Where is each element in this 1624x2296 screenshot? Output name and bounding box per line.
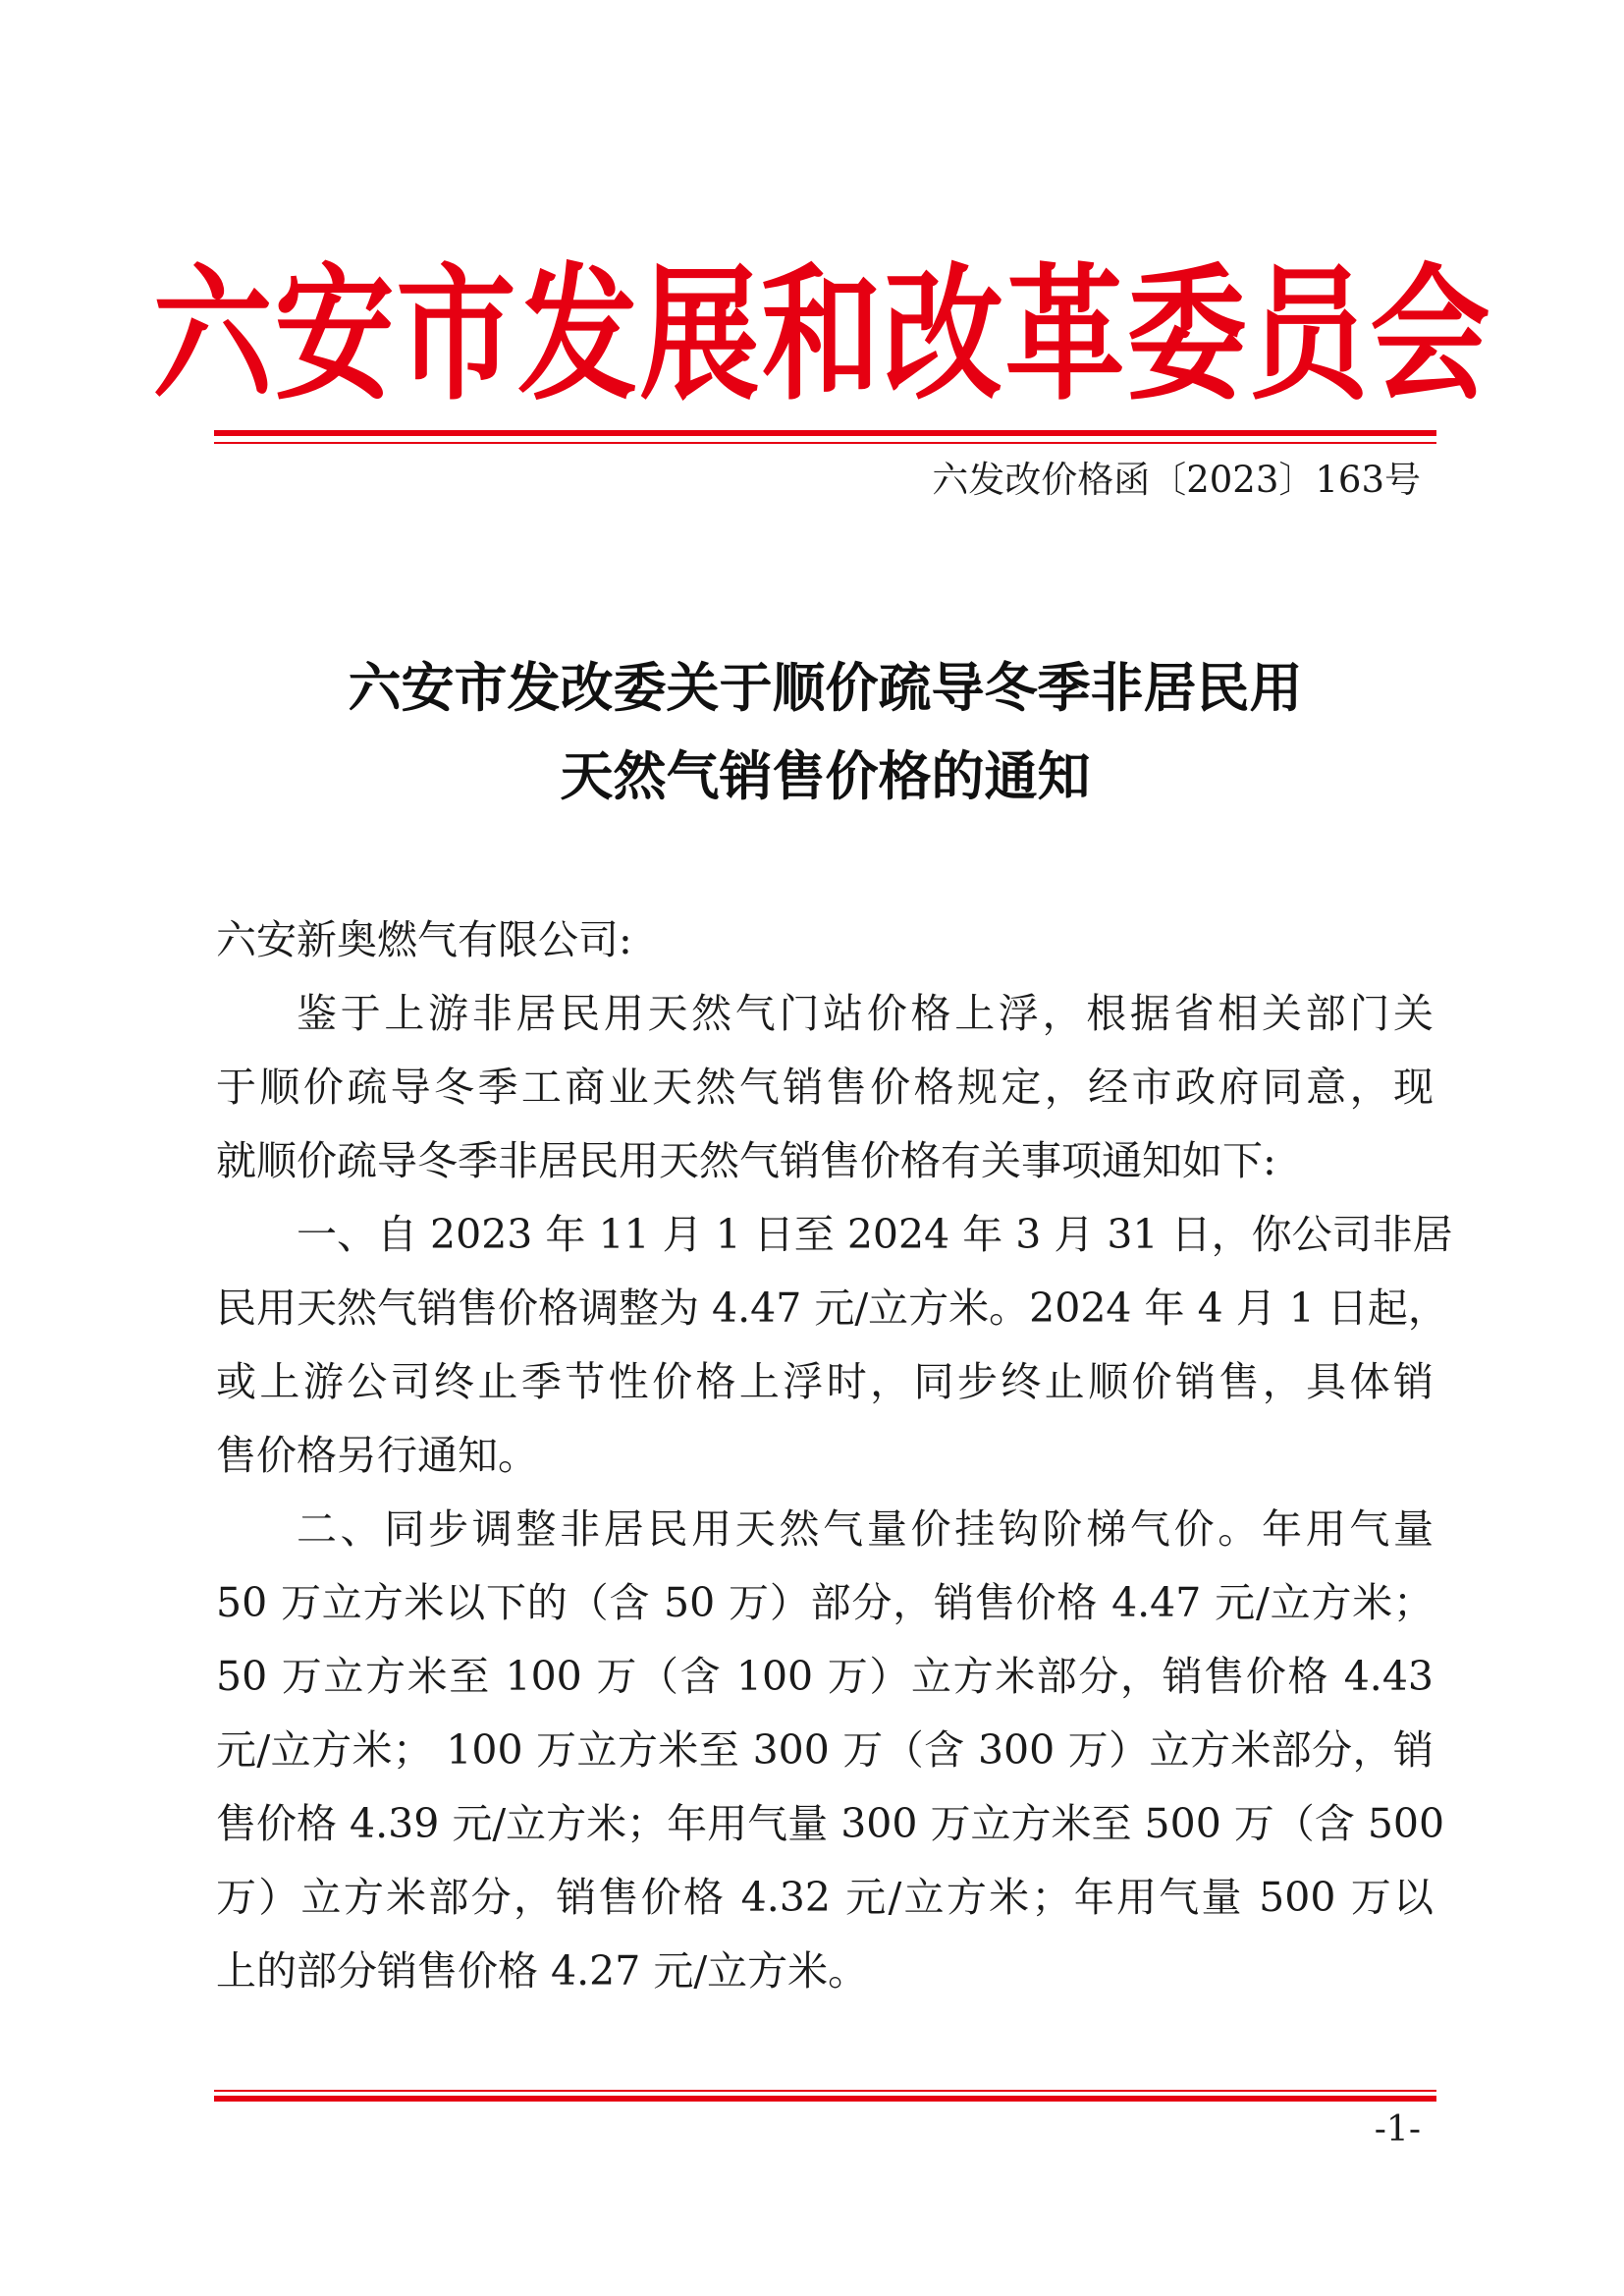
body-line: 一、自 2023 年 11 月 1 日至 2024 年 3 月 31 日，你公司非居 <box>297 1211 1453 1258</box>
body-line: 鉴于上游非居民用天然气门站价格上浮，根据省相关部门关 <box>297 990 1434 1037</box>
body-line: 或上游公司终止季节性价格上浮时，同步终止顺价销售，具体销 <box>216 1358 1434 1405</box>
body-line: 元/立方米； 100 万立方米至 300 万（含 300 万）立方米部分，销 <box>216 1726 1434 1774</box>
body-line: 就顺价疏导冬季非居民用天然气销售价格有关事项通知如下: <box>216 1137 1276 1184</box>
salutation: 六安新奥燃气有限公司: <box>216 916 632 963</box>
body-line: 50 万立方米以下的（含 50 万）部分，销售价格 4.47 元/立方米； <box>216 1579 1434 1626</box>
masthead-rule-thick <box>214 430 1436 436</box>
document-body <box>216 903 1453 2008</box>
title-line-1: 六安市发改委关于顺价疏导冬季非居民用 <box>348 656 1303 719</box>
masthead-rule-thin <box>214 442 1436 444</box>
footer-rule-thin <box>214 2090 1436 2092</box>
body-line: 于顺价疏导冬季工商业天然气销售价格规定，经市政府同意，现 <box>216 1064 1434 1111</box>
masthead <box>152 224 1492 420</box>
body-line: 万）立方米部分，销售价格 4.32 元/立方米；年用气量 500 万以 <box>216 1874 1434 1921</box>
body-line: 二、同步调整非居民用天然气量价挂钩阶梯气价。年用气量 <box>297 1505 1434 1553</box>
organization-name: 六安市发展和改革委员会 <box>152 246 1492 420</box>
body-line: 上的部分销售价格 4.27 元/立方米。 <box>216 1947 869 1995</box>
body-line: 售价格 4.39 元/立方米；年用气量 300 万立方米至 500 万（含 500 <box>216 1800 1445 1847</box>
body-line: 民用天然气销售价格调整为 4.47 元/立方米。2024 年 4 月 1 日起， <box>216 1285 1448 1332</box>
body-line: 50 万立方米至 100 万（含 100 万）立方米部分，销售价格 4.43 <box>216 1653 1434 1700</box>
document-title <box>214 643 1436 820</box>
document-number: 六发改价格函〔2023〕163号 <box>932 459 1421 501</box>
title-line-2: 天然气销售价格的通知 <box>560 744 1091 807</box>
page-number: -1- <box>1374 2109 1421 2150</box>
body-line: 售价格另行通知。 <box>216 1432 538 1479</box>
footer-rule-thick <box>214 2096 1436 2102</box>
